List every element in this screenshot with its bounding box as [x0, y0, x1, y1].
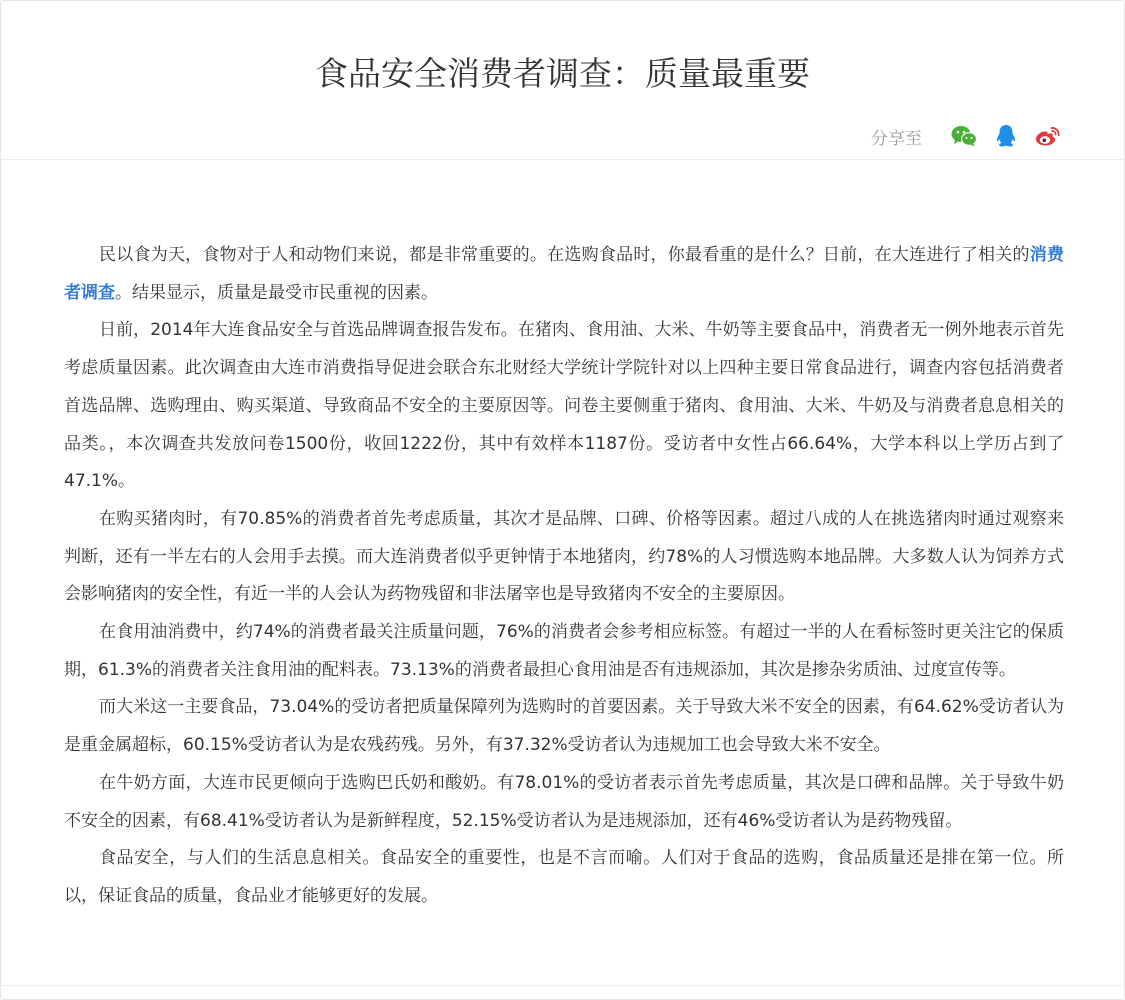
paragraph-7: 食品安全，与人们的生活息息相关。食品安全的重要性，也是不言而喻。人们对于食品的选购，食品质量还是排在第一位。所以，保证食品的质量，食品业才能够更好的发展。 [64, 848, 1064, 906]
paragraph-2: 日前，2014年大连食品安全与首选品牌调查报告发布。在猪肉、食用油、大米、牛奶等主要食品中，消费者无一例外地表示首先考虑质量因素。此次调查由大连市消费指导促进会联合东北财经大学统计学院针对以上四种主要日常食品进行，调查内容包括消费者首选品牌、选购理由、购买渠道、导致商品不安全的主要原因等。问卷主要侧重于猪肉、食用油、大米、牛奶及与消费者息息相关的品类。，本次调查共发放问卷1500份，收回1222份，其中有效样本1187份。受访者中女性占66.64%，大学本科以上学历占到了47.1%。 [64, 320, 1064, 492]
paragraph-1 [64, 237, 1064, 312]
consumer-survey-link[interactable]: 消费者调查 [64, 245, 1065, 303]
paragraph-1-text-end: 。结果显示，质量是最受市民重视的因素。 [115, 282, 438, 303]
weibo-icon[interactable] [1034, 122, 1062, 150]
share-label: 分享至 [871, 128, 922, 149]
qq-icon[interactable] [992, 122, 1020, 150]
paragraph-1-text-start: 民以食为天，食物对于人和动物们来说，都是非常重要的。在选购食品时，你最看重的是什么？日前，在大连进行了相关的 [99, 245, 1030, 265]
article-header [1, 1, 1124, 160]
paragraph-4: 在食用油消费中，约74%的消费者最关注质量问题，76%的消费者会参考相应标签。有超过一半的人在看标签时更关注它的保质期，61.3%的消费者关注食用油的配料表。73.13%的消费者最担心食用油是否有违规添加，其次是掺杂劣质油、过度宣传等。 [64, 622, 1064, 680]
share-bar [871, 121, 1062, 151]
footer-divider [1, 985, 1124, 986]
article-title: 食品安全消费者调查：质量最重要 [315, 54, 810, 93]
article-content [64, 237, 1064, 916]
paragraph-5: 而大米这一主要食品，73.04%的受访者把质量保障列为选购时的首要因素。关于导致大米不安全的因素，有64.62%受访者认为是重金属超标，60.15%受访者认为是农残药残。另外，有37.32%受访者认为违规加工也会导致大米不安全。 [64, 697, 1064, 756]
paragraph-6: 在牛奶方面，大连市民更倾向于选购巴氏奶和酸奶。有78.01%的受访者表示首先考虑质量，其次是口碑和品牌。关于导致牛奶不安全的因素，有68.41%受访者认为是新鲜程度，52.15%受访者认为是违规添加，还有46%受访者认为是药物残留。 [64, 772, 1064, 831]
wechat-icon[interactable] [950, 122, 978, 150]
paragraph-3: 在购买猪肉时，有70.85%的消费者首先考虑质量，其次才是品牌、口碑、价格等因素。超过八成的人在挑选猪肉时通过观察来判断，还有一半左右的人会用手去摸。而大连消费者似乎更钟情于本地猪肉，约78%的人习惯选购本地品牌。大多数人认为饲养方式会影响猪肉的安全性，有近一半的人会认为药物残留和非法屠宰也是导致猪肉不安全的主要原因。 [64, 508, 1064, 605]
